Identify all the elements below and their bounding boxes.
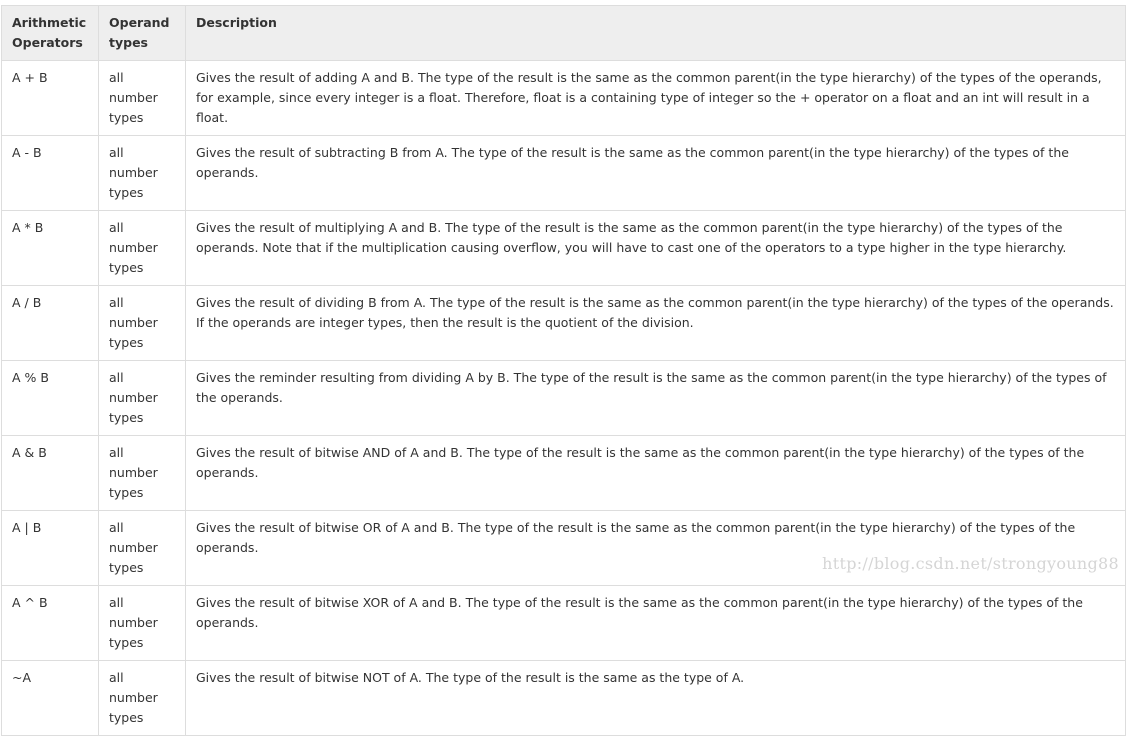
operand-types-cell: all number types <box>99 136 186 211</box>
table-row <box>2 586 1126 661</box>
table-row <box>2 61 1126 136</box>
operand-types-cell: all number types <box>99 361 186 436</box>
operator-cell: A / B <box>2 286 99 361</box>
table-row <box>2 136 1126 211</box>
table-row <box>2 361 1126 436</box>
operator-cell: ~A <box>2 661 99 736</box>
operator-cell: A % B <box>2 361 99 436</box>
watermark: http://blog.csdn.net/strongyoung88 <box>822 554 1119 573</box>
operand-types-cell: all number types <box>99 436 186 511</box>
header-operand-types: Operand types <box>99 6 186 61</box>
operand-types-cell: all number types <box>99 211 186 286</box>
table-row <box>2 211 1126 286</box>
operand-types-cell: all number types <box>99 61 186 136</box>
description-cell: Gives the result of dividing B from A. The type of the result is the same as the common parent(in the type hierarchy) of the types of the operands. If the operands are integer types, then the result is the quotient of the division. <box>186 286 1126 361</box>
operand-types-cell: all number types <box>99 511 186 586</box>
description-cell: Gives the result of adding A and B. The type of the result is the same as the common parent(in the type hierarchy) of the types of the operands, for example, since every integer is a float. Therefore, float is a containing type of integer so the + operator on a float and an int will result in a float. <box>186 61 1126 136</box>
operator-cell: A * B <box>2 211 99 286</box>
arithmetic-operators-table <box>1 5 1126 736</box>
operator-cell: A + B <box>2 61 99 136</box>
description-cell: Gives the result of bitwise NOT of A. The type of the result is the same as the type of A. <box>186 661 1126 736</box>
table-row <box>2 286 1126 361</box>
operator-cell: A & B <box>2 436 99 511</box>
operand-types-cell: all number types <box>99 586 186 661</box>
description-cell: Gives the reminder resulting from dividing A by B. The type of the result is the same as the common parent(in the type hierarchy) of the types of the operands. <box>186 361 1126 436</box>
operand-types-cell: all number types <box>99 286 186 361</box>
operator-cell: A ^ B <box>2 586 99 661</box>
table-row <box>2 661 1126 736</box>
description-cell: Gives the result of bitwise AND of A and B. The type of the result is the same as the common parent(in the type hierarchy) of the types of the operands. <box>186 436 1126 511</box>
table-row <box>2 511 1126 586</box>
description-cell: Gives the result of bitwise XOR of A and B. The type of the result is the same as the common parent(in the type hierarchy) of the types of the operands. <box>186 586 1126 661</box>
operator-cell: A - B <box>2 136 99 211</box>
table-body <box>2 61 1126 736</box>
operand-types-cell: all number types <box>99 661 186 736</box>
description-cell: Gives the result of subtracting B from A. The type of the result is the same as the common parent(in the type hierarchy) of the types of the operands. <box>186 136 1126 211</box>
table-row <box>2 436 1126 511</box>
header-operator: Arithmetic Operators <box>2 6 99 61</box>
table-header <box>2 6 1126 61</box>
description-cell: Gives the result of multiplying A and B. The type of the result is the same as the common parent(in the type hierarchy) of the types of the operands. Note that if the multiplication causing overflow, you will have to cast one of the operators to a type higher in the type hierarchy. <box>186 211 1126 286</box>
header-description: Description <box>186 6 1126 61</box>
header-row <box>2 6 1126 61</box>
description-cell: Gives the result of bitwise OR of A and B. The type of the result is the same as the common parent(in the type hierarchy) of the types of the operands. <box>186 511 1126 586</box>
operator-cell: A | B <box>2 511 99 586</box>
